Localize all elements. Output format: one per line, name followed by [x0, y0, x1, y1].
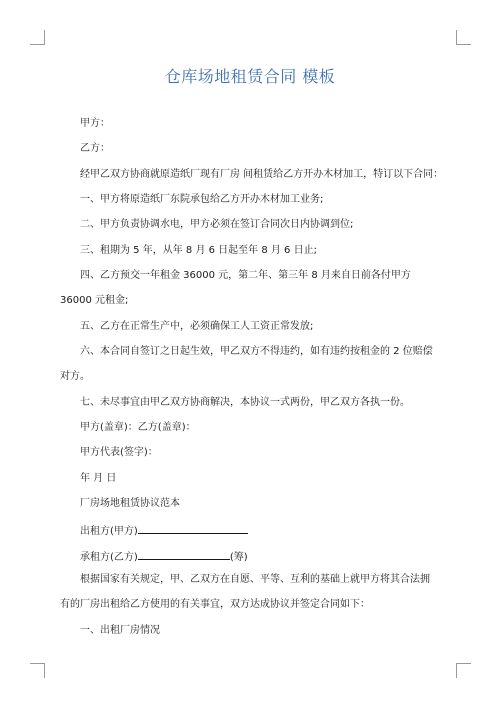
lessee-blank — [138, 548, 230, 560]
lessee-suffix: (筹) — [229, 552, 248, 563]
sample-title: 厂房场地租赁协议范本 — [80, 498, 180, 509]
lessor-blank — [138, 522, 248, 534]
intro-paragraph: 经甲乙双方协商就原造纸厂现有厂房 间租赁给乙方开办木材加工，特订以下合同： — [80, 169, 444, 180]
clause-1: 一、甲方将原造纸厂东院承包给乙方开办木材加工业务; — [80, 194, 324, 205]
crop-mark-top-left — [30, 30, 45, 45]
lessor-label: 出租方(甲方) — [80, 526, 138, 537]
lessor-line — [80, 522, 248, 539]
clause-4-line-1: 四、乙方预交一年租金 36000 元，第二年、第三年 8 月来自日前各付甲方 — [80, 270, 411, 281]
signature-line: 甲方(盖章)：乙方(盖章)： — [80, 422, 196, 433]
clause-5: 五、乙方在正常生产中，必须确保工人工资正常发放; — [80, 321, 314, 332]
crop-mark-bottom-left — [30, 663, 45, 678]
clause-2: 二、甲方负责协调水电，甲方必须在签订合同次日内协调到位; — [80, 219, 354, 230]
basis-line-1: 根据国家有关规定，甲、乙双方在自愿、平等、互利的基础上就甲方将其合法拥 — [80, 574, 430, 585]
lessee-label: 承租方(乙方) — [80, 552, 138, 563]
clause-6-line-1: 六、本合同自签订之日起生效，甲乙双方不得违约，如有违约按租金的 2 位赔偿 — [80, 346, 433, 357]
section-1-heading: 一、出租厂房情况 — [80, 625, 160, 636]
clause-3: 三、租期为 5 年，从年 8 月 6 日起至年 8 月 6 日止; — [80, 245, 317, 256]
basis-line-2: 有的厂房出租给乙方使用的有关事宜，双方达成协议并签定合同如下： — [60, 599, 370, 610]
party-b-line: 乙方： — [80, 143, 110, 154]
lessee-line — [80, 548, 248, 565]
clause-4-line-2: 36000 元租金; — [60, 295, 129, 306]
clause-7: 七、未尽事宜由甲乙双方协商解决，本协议一式两份，甲乙双方各执一份。 — [80, 397, 410, 408]
party-a-line: 甲方： — [80, 118, 110, 129]
crop-mark-bottom-right — [456, 663, 471, 678]
document-title: 仓库场地租赁合同 模板 — [164, 67, 336, 86]
date-line: 年 月 日 — [80, 473, 117, 484]
clause-6-line-2: 对方。 — [60, 371, 90, 382]
representative-line: 甲方代表(签字)： — [80, 447, 158, 458]
crop-mark-top-right — [456, 30, 471, 45]
